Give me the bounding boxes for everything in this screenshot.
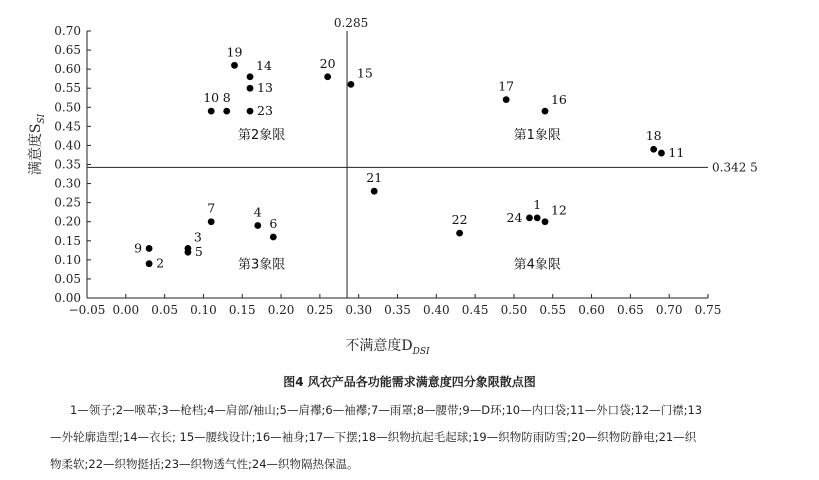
- point-label-24: 24: [506, 209, 523, 225]
- x-tick-label: 0.25: [306, 303, 334, 317]
- data-point-16: [542, 108, 549, 115]
- point-label-17: 17: [498, 78, 515, 94]
- data-point-18: [650, 146, 657, 153]
- x-tick-label: 0.15: [228, 303, 256, 317]
- data-point-23: [247, 108, 254, 115]
- x-tick-label: 0.35: [384, 303, 411, 317]
- point-label-21: 21: [366, 170, 383, 186]
- quadrant-labels: [238, 128, 561, 273]
- y-tick-label: 0.35: [54, 157, 81, 172]
- point-label-2: 2: [156, 255, 165, 271]
- point-label-12: 12: [550, 202, 567, 218]
- y-tick-label: 0.10: [54, 252, 81, 267]
- point-label-5: 5: [194, 244, 203, 260]
- y-tick-label: 0.25: [54, 195, 81, 210]
- x-tick-label: 0.75: [694, 303, 722, 317]
- data-point-13: [247, 85, 254, 92]
- y-tick-label: 0.60: [54, 62, 81, 77]
- x-tick-label: 0.65: [617, 303, 644, 317]
- data-point-1: [534, 215, 541, 222]
- data-point-22: [456, 230, 463, 237]
- quadrant-label: 第4象限: [513, 257, 561, 273]
- data-point-12: [542, 218, 549, 225]
- point-label-6: 6: [269, 215, 278, 231]
- data-point-15: [348, 81, 355, 88]
- point-label-1: 1: [533, 196, 542, 212]
- y-tick-label: 0.65: [54, 43, 81, 58]
- y-tick-label: 0.00: [54, 291, 81, 305]
- point-label-13: 13: [257, 80, 273, 96]
- y-tick-label: 0.05: [54, 271, 81, 286]
- data-point-24: [526, 215, 533, 222]
- point-label-19: 19: [226, 44, 243, 60]
- x-tick-label: 0.60: [578, 303, 605, 317]
- y-tick-label: 0.20: [54, 214, 81, 229]
- data-point-21: [371, 188, 378, 195]
- point-label-8: 8: [222, 90, 231, 106]
- point-label-18: 18: [645, 128, 662, 144]
- data-point-7: [208, 218, 215, 225]
- x-tick-label: 0.30: [345, 303, 373, 317]
- data-point-11: [658, 150, 665, 157]
- y-axis-title: 满意度$S_{SI}$: [28, 113, 47, 176]
- figure-caption: 图4 风衣产品各功能需求满意度四分象限散点图: [283, 375, 536, 389]
- point-label-10: 10: [203, 90, 220, 106]
- x-tick-label: 0.05: [151, 303, 178, 317]
- y-tick-label: 0.15: [54, 233, 81, 248]
- legend-line-1: 1—领子;2—喉革;3—枪档;4—肩部/袖山;5—肩襻;6—袖襻;7—雨罩;8—腰带;9—D环;10—内口袋;11—外口袋;12—门襟;13: [70, 403, 703, 417]
- x-axis-title: 不满意度$D_{DSI}$: [345, 338, 430, 357]
- y-tick-label: 0.40: [54, 138, 81, 153]
- data-point-14: [247, 73, 254, 80]
- data-point-8: [223, 108, 230, 115]
- point-label-23: 23: [257, 103, 273, 119]
- x-tick-label: 0.70: [655, 303, 683, 317]
- data-point-2: [146, 260, 153, 267]
- y-tick-label: 0.45: [54, 119, 81, 134]
- point-label-22: 22: [451, 212, 468, 228]
- quadrant-label: 第2象限: [238, 127, 286, 143]
- point-label-20: 20: [319, 55, 336, 71]
- reference-lines: [87, 16, 758, 298]
- x-tick-label: 0.45: [461, 303, 489, 317]
- legend-line-2: —外轮廓造型;14—衣长; 15—腰线设计;16—袖身;17—下摆;18—织物抗起毛起球;19—织物防雨防雪;20—织物防静电;21—织: [50, 430, 697, 444]
- data-point-5: [185, 249, 192, 256]
- data-point-20: [324, 73, 331, 80]
- y-tick-label: 0.70: [54, 24, 81, 38]
- point-label-16: 16: [550, 92, 567, 108]
- data-point-17: [503, 96, 510, 103]
- x-tick-label: −0.05: [68, 303, 106, 317]
- y-tick-label: 0.30: [54, 176, 81, 191]
- vertical-reference-label: 0.285: [333, 16, 369, 30]
- legend-line-3: 物柔软;22—织物挺括;23—织物透气性;24—织物隔热保温。: [50, 457, 359, 471]
- x-tick-label: 0.20: [267, 303, 295, 317]
- data-point-4: [254, 222, 261, 229]
- y-tick-label: 0.50: [54, 100, 81, 115]
- x-tick-label: 0.55: [539, 303, 567, 317]
- point-label-11: 11: [668, 145, 685, 161]
- x-tick-label: 0.00: [112, 303, 140, 317]
- point-label-9: 9: [134, 240, 143, 256]
- point-label-15: 15: [356, 65, 373, 81]
- point-label-4: 4: [253, 204, 262, 220]
- data-points: [134, 44, 684, 270]
- data-point-19: [231, 62, 238, 69]
- quadrant-label: 第3象限: [238, 257, 286, 273]
- data-point-9: [146, 245, 153, 252]
- y-tick-label: 0.55: [54, 81, 81, 96]
- point-label-7: 7: [207, 200, 216, 216]
- data-point-10: [208, 108, 215, 115]
- horizontal-reference-label: 0.342 5: [712, 160, 758, 175]
- x-tick-label: 0.10: [190, 303, 217, 317]
- figure-legend: [50, 397, 762, 478]
- point-label-14: 14: [256, 57, 272, 73]
- chart-axes: [54, 24, 721, 317]
- point-label-3: 3: [193, 229, 202, 245]
- x-tick-label: 0.50: [500, 303, 528, 317]
- quadrant-label: 第1象限: [513, 127, 561, 143]
- x-tick-label: 0.40: [422, 303, 450, 317]
- data-point-6: [270, 234, 277, 241]
